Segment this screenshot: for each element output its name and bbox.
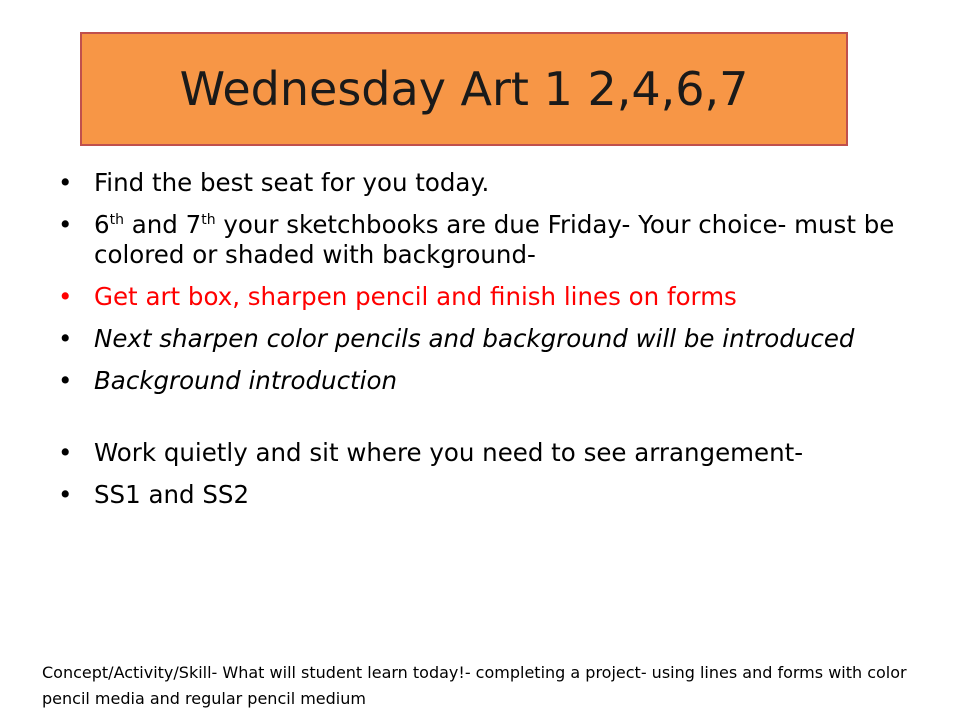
- superscript: th: [109, 211, 124, 228]
- bullet-text: [94, 210, 894, 269]
- slide-title: Wednesday Art 1 2,4,6,7: [179, 62, 749, 116]
- bullet-list: [56, 168, 916, 522]
- bullet-dot: •: [58, 282, 73, 311]
- bullet-text: Work quietly and sit where you need to see arrangement-: [94, 438, 804, 467]
- bullet-text: SS1 and SS2: [94, 480, 250, 509]
- bullet-dot: •: [58, 438, 73, 467]
- bullet-text: Find the best seat for you today.: [94, 168, 490, 197]
- bullet-item: [56, 210, 916, 270]
- bullet-text-part: 6: [94, 210, 110, 239]
- bullet-text-part: your sketchbooks are due Friday- Your choice- must be colored or shaded with background-: [94, 210, 895, 269]
- bullet-item-highlighted: [56, 282, 916, 312]
- superscript: th: [201, 211, 216, 228]
- bullet-text: Background introduction: [94, 366, 397, 395]
- bullet-item: [56, 438, 916, 468]
- title-box: [80, 32, 848, 146]
- bullet-item: [56, 324, 916, 354]
- footer-note: Concept/Activity/Skill- What will student learn today!- completing a project- using lines and forms with color pencil media and regular pencil medium: [42, 663, 907, 708]
- bullet-dot: •: [58, 480, 73, 509]
- bullet-item: [56, 366, 916, 396]
- bullet-text: Get art box, sharpen pencil and finish lines on forms: [94, 282, 737, 311]
- bullet-item: [56, 480, 916, 510]
- bullet-dot: •: [58, 168, 73, 197]
- bullet-text: Next sharpen color pencils and background will be introduced: [94, 324, 855, 353]
- bullet-dot: •: [58, 210, 73, 239]
- bullet-dot: •: [58, 324, 73, 353]
- bullet-dot: •: [58, 366, 73, 395]
- bullet-text-part: and 7: [123, 210, 202, 239]
- bullet-item: [56, 168, 916, 198]
